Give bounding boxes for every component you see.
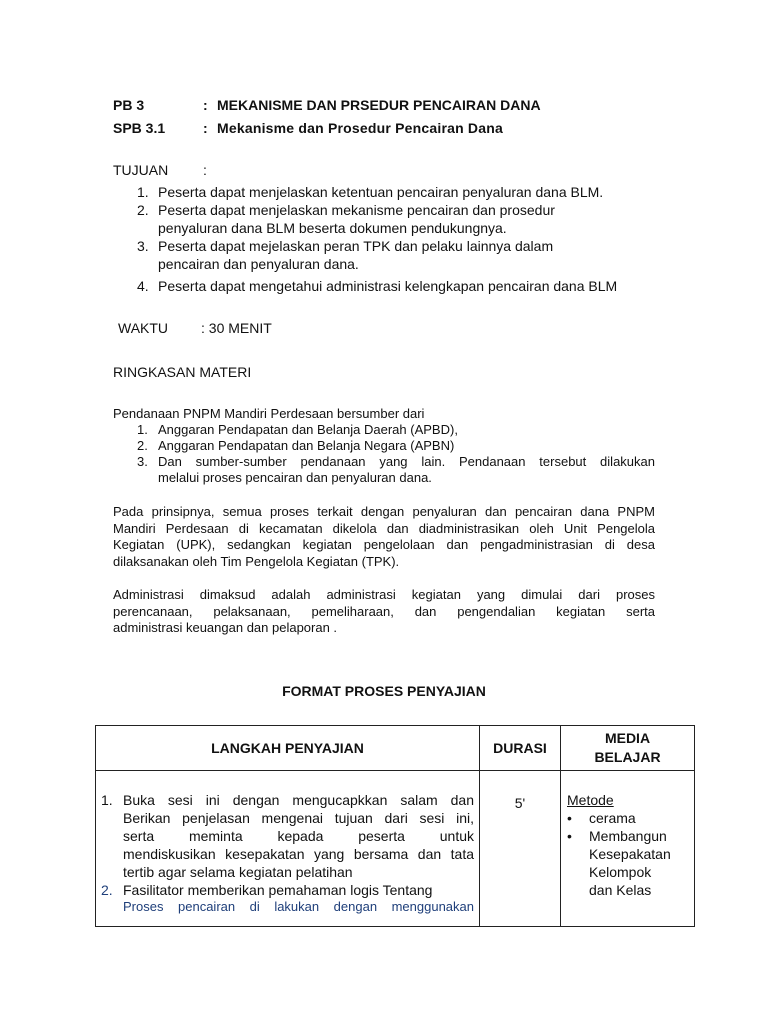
step-1: 1. Buka sesi ini dengan mengucapkkan salam dan Berikan penjelasan mengenai tujuan dari sesi ini, serta meminta kepada peserta untuk mendiskusikan kesepakatan yang bersama dan tata tertib agar selama kegiatan pelatihan — [101, 792, 474, 880]
ringkasan-intro: Pendanaan PNPM Mandiri Perdesaan bersumber dari — [113, 406, 425, 421]
tujuan-item: 2. Peserta dapat menjelaskan mekanisme pencairan dan prosedur penyaluran dana BLM beserta dokumen pendukungnya. — [137, 202, 555, 236]
tujuan-list — [137, 183, 678, 295]
tujuan-item: 1. Peserta dapat menjelaskan ketentuan pencairan penyaluran dana BLM. — [137, 184, 604, 200]
ringkasan-label: RINGKASAN MATERI — [113, 364, 252, 380]
sumber-dana-item: 2. Anggaran Pendapatan dan Belanja Negara (APBN) — [137, 438, 455, 453]
spb-title: Mekanisme dan Prosedur Pencairan Dana — [217, 120, 503, 136]
waktu-value: : 30 MENIT — [201, 320, 272, 336]
media-cell — [561, 771, 695, 927]
format-table — [95, 725, 695, 927]
tujuan-separator: : — [203, 162, 207, 178]
sumber-dana-item: 1. Anggaran Pendapatan dan Belanja Daerah (APBD), — [137, 422, 458, 437]
bullet-icon: • — [567, 828, 572, 844]
header-durasi: DURASI — [480, 726, 561, 771]
paragraph-prinsip: Pada prinsipnya, semua proses terkait dengan penyaluran dan pencairan dana PNPM Mandiri Perdesaan di kecamatan dikelola dan diadministrasikan oleh Unit Pengelola Kegiatan (UPK), sedangkan kegiatan pengelolaan dan pengadministrasian di desa dilaksanakan oleh Tim Pengelola Kegiatan (TPK). — [113, 504, 655, 569]
langkah-cell — [96, 771, 480, 927]
tujuan-item: 4. Peserta dapat mengetahui administrasi kelengkapan pencairan dana BLM — [137, 278, 618, 294]
media-bullet: • cerama — [567, 810, 636, 826]
tujuan-label: TUJUAN — [113, 162, 169, 178]
pb-title: MEKANISME DAN PRSEDUR PENCAIRAN DANA — [217, 97, 541, 113]
sumber-dana-list — [137, 422, 655, 486]
media-heading: Metode — [567, 792, 614, 808]
bullet-icon: • — [567, 810, 572, 826]
waktu-label: WAKTU — [118, 320, 169, 336]
header-langkah: LANGKAH PENYAJIAN — [96, 726, 480, 771]
durasi-value: 5' — [514, 795, 526, 811]
table-header-row — [96, 726, 695, 771]
header-media: MEDIA BELAJAR — [561, 726, 695, 771]
tujuan-item: 3. Peserta dapat mejelaskan peran TPK dan pelaku lainnya dalam pencairan dan penyaluran dana. — [137, 238, 554, 272]
table-row — [96, 771, 695, 927]
durasi-cell — [480, 771, 561, 927]
step-2: 2. Fasilitator memberikan pemahaman logis Tentang Proses pencairan di lakukan dengan menggunakan — [101, 882, 474, 914]
spb-code: SPB 3.1 — [113, 120, 166, 136]
sumber-dana-item: 3. Dan sumber-sumber pendanaan yang lain. Pendanaan tersebut dilakukan melalui proses pencairan dan penyaluran dana. — [137, 454, 655, 485]
format-title: FORMAT PROSES PENYAJIAN — [282, 683, 486, 699]
media-bullet: • Membangun Kesepakatan Kelompok dan Kelas — [567, 828, 671, 898]
pb-code: PB 3 — [113, 97, 145, 113]
spb-separator: : — [203, 120, 208, 136]
pb-separator: : — [203, 97, 208, 113]
paragraph-administrasi: Administrasi dimaksud adalah administrasi kegiatan yang dimulai dari proses perencanaan, pelaksanaan, pemeliharaan, dan pengendalian kegiatan serta administrasi keuangan dan pelaporan . — [113, 587, 655, 635]
